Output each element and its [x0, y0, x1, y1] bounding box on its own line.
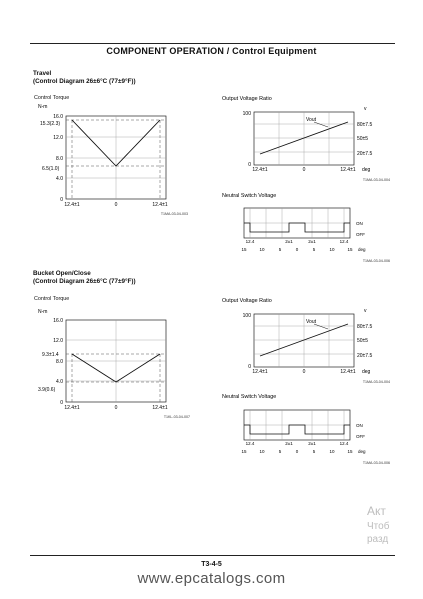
x-tick: 5 — [312, 449, 316, 454]
x-tick: 12.4 — [339, 441, 349, 446]
x-tick: 12.4 — [245, 239, 255, 244]
right-label: 80±7.5 — [357, 122, 373, 128]
y-tick: 16.0 — [53, 114, 63, 120]
x-tick: 5 — [278, 247, 282, 252]
x-tick: 2±1 — [308, 441, 316, 446]
right-label: 80±7.5 — [357, 324, 373, 330]
state-label: OFF — [356, 232, 365, 237]
y-tick: 12.0 — [53, 338, 63, 344]
os-activation-overlay — [367, 503, 423, 546]
figure-code: T1MA-03-04-004 — [362, 380, 390, 384]
series-label: Vout — [306, 319, 317, 325]
section-heading: Travel — [33, 70, 52, 77]
x-tick: 0 — [114, 405, 118, 411]
section-subtitle: (Control Diagram 26±6°C (77±9°F)) — [33, 77, 136, 85]
x-tick: 10 — [329, 449, 335, 454]
page-number: T3-4-5 — [201, 561, 222, 568]
y-tick: 100 — [242, 111, 251, 117]
site-watermark: www.epcatalogs.com — [137, 570, 286, 587]
x-tick: 12.4±1 — [64, 405, 80, 411]
state-label: ON — [356, 221, 363, 226]
x-tick: 12.4±1 — [152, 202, 168, 208]
y-tick: 4.0 — [56, 176, 63, 182]
x-tick: 5 — [312, 247, 316, 252]
x-tick: 5 — [278, 449, 282, 454]
y-tick: 0 — [248, 364, 251, 370]
y-unit-label: N-m — [38, 309, 48, 315]
label-leader — [314, 324, 328, 329]
torque-chart-title: Control Torque — [34, 95, 70, 101]
activation-line: разд — [367, 534, 389, 545]
y-tick: 8.0 — [56, 359, 63, 365]
x-unit: deg — [358, 449, 366, 454]
left-label: 6.5(1.0) — [42, 166, 60, 172]
x-tick: 10 — [259, 449, 265, 454]
x-tick: 12.4±1 — [252, 369, 268, 375]
right-label: 50±5 — [357, 136, 369, 142]
x-tick: 12.4±1 — [340, 167, 356, 173]
x-tick: 10 — [259, 247, 265, 252]
x-tick: 2±1 — [285, 441, 293, 446]
left-label: 9.3±1.4 — [42, 352, 59, 358]
y-tick: 0 — [60, 400, 63, 406]
x-tick: 0 — [295, 247, 299, 252]
x-tick: 2±1 — [285, 239, 293, 244]
y-unit-label: v — [364, 308, 367, 314]
y-tick: 0 — [60, 197, 63, 203]
x-tick: 12.4±1 — [64, 202, 80, 208]
voltage-chart-title: Output Voltage Ratio — [222, 96, 272, 102]
activation-line: Акт — [367, 504, 386, 518]
x-tick: 12.4±1 — [152, 405, 168, 411]
torque-chart-title: Control Torque — [34, 296, 70, 302]
switch-signal — [244, 425, 350, 434]
x-tick: 12.4±1 — [252, 167, 268, 173]
x-tick: 15 — [347, 449, 353, 454]
x-tick: 15 — [347, 247, 353, 252]
right-label: 20±7.5 — [357, 151, 373, 157]
x-tick: 15 — [241, 449, 247, 454]
figure-code: T1KL-03-04-007 — [163, 415, 190, 419]
x-unit: deg — [362, 369, 371, 375]
neutral-chart-title: Neutral Switch Voltage — [222, 394, 277, 400]
left-label: 15.3(2.3) — [40, 121, 61, 127]
figure-code: T1MA-03-04-004 — [362, 178, 390, 182]
voltage-chart-title: Output Voltage Ratio — [222, 298, 272, 304]
activation-line: Чтоб — [367, 521, 390, 532]
y-tick: 0 — [248, 162, 251, 168]
right-label: 50±5 — [357, 338, 369, 344]
x-unit: deg — [362, 167, 371, 173]
y-tick: 8.0 — [56, 156, 63, 162]
series-label: Vout — [306, 117, 317, 123]
x-tick: 0 — [295, 449, 299, 454]
left-label: 3.9(0.6) — [38, 387, 56, 393]
figure-code: T1MA-03-04-006 — [362, 259, 390, 263]
section-heading: Bucket Open/Close — [33, 270, 91, 277]
neutral-chart-title: Neutral Switch Voltage — [222, 193, 277, 199]
y-tick: 4.0 — [56, 379, 63, 385]
page-title: COMPONENT OPERATION / Control Equipment — [106, 46, 317, 56]
y-tick: 16.0 — [53, 318, 63, 324]
figure-code: T1MA-03-04-006 — [362, 461, 390, 465]
y-tick: 12.0 — [53, 135, 63, 141]
x-tick: 0 — [302, 369, 306, 375]
y-unit-label: v — [364, 106, 367, 112]
x-tick: 15 — [241, 247, 247, 252]
right-label: 20±7.5 — [357, 353, 373, 359]
y-unit-label: N-m — [38, 104, 48, 110]
x-tick: 0 — [302, 167, 306, 173]
state-label: OFF — [356, 434, 365, 439]
x-tick: 12.4 — [245, 441, 255, 446]
x-tick: 10 — [329, 247, 335, 252]
x-tick: 12.4 — [339, 239, 349, 244]
x-tick: 0 — [114, 202, 118, 208]
section-subtitle: (Control Diagram 26±6°C (77±9°F)) — [33, 277, 136, 285]
x-unit: deg — [358, 247, 366, 252]
footer-rule — [30, 555, 395, 556]
x-tick: 12.4±1 — [340, 369, 356, 375]
figure-code: T1MA-03-04-003 — [160, 212, 188, 216]
state-label: ON — [356, 423, 363, 428]
y-tick: 100 — [242, 313, 251, 319]
x-tick: 2±1 — [308, 239, 316, 244]
